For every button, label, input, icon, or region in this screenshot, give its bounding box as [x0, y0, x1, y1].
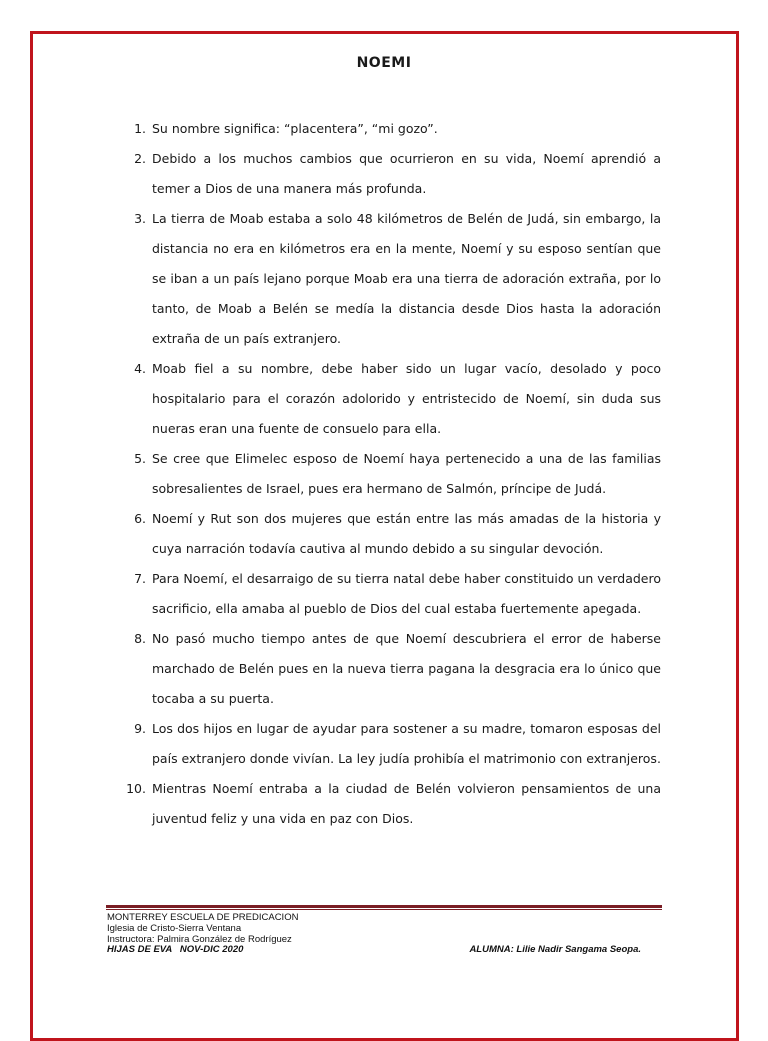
item-number: 9.	[134, 721, 146, 736]
item-text: Noemí y Rut son dos mujeres que están entre las más amadas de la historia y cuya narración todavía cautiva al mundo debido a su singular devoción.	[152, 511, 661, 556]
list-item	[122, 504, 661, 564]
footer-instructor: Instructora: Palmira González de Rodríguez	[107, 933, 292, 945]
item-text: No pasó mucho tiempo antes de que Noemí descubriera el error de haberse marchado de Belén pues en la nueva tierra pagana la desgracia era lo único que tocaba a su puerta.	[152, 631, 661, 706]
footer-course-row	[107, 945, 667, 956]
numbered-list	[122, 114, 661, 834]
footer-church: Iglesia de Cristo-Sierra Ventana	[107, 922, 242, 934]
list-item	[122, 774, 661, 834]
item-number: 10.	[126, 781, 146, 796]
list-item	[122, 204, 661, 354]
item-text: Para Noemí, el desarraigo de su tierra natal debe haber constituido un verdadero sacrificio, ella amaba al pueblo de Dios del cual estaba fuertemente apegada.	[152, 571, 662, 616]
list-item	[122, 354, 661, 444]
list-item	[122, 564, 661, 624]
item-text: Se cree que Elimelec esposo de Noemí haya pertenecido a una de las familias sobresalientes de Israel, pues era hermano de Salmón, príncipe de Judá.	[152, 451, 661, 496]
list-item	[122, 144, 661, 204]
item-number: 8.	[134, 631, 146, 646]
footer-course: HIJAS DE EVA NOV-DIC 2020	[107, 944, 244, 956]
item-number: 4.	[134, 361, 146, 376]
footer-student: ALUMNA: Lilie Nadir Sangama Seopa.	[469, 944, 641, 956]
item-text: Debido a los muchos cambios que ocurrieron en su vida, Noemí aprendió a temer a Dios de una manera más profunda.	[152, 151, 661, 196]
item-number: 2.	[134, 151, 146, 166]
list-item	[122, 114, 661, 144]
item-number: 3.	[134, 211, 146, 226]
list-item	[122, 624, 661, 714]
item-text: Moab fiel a su nombre, debe haber sido un lugar vacío, desolado y poco hospitalario para el corazón adolorido y entristecido de Noemí, sin duda sus nueras eran una fuente de consuelo para ella.	[152, 361, 661, 436]
item-number: 7.	[134, 571, 146, 586]
item-text: Su nombre significa: “placentera”, “mi gozo”.	[152, 121, 438, 136]
document-title: NOEMI	[356, 55, 412, 71]
list-item	[122, 714, 661, 774]
item-text: Mientras Noemí entraba a la ciudad de Belén volvieron pensamientos de una juventud feliz y una vida en paz con Dios.	[152, 781, 661, 826]
item-number: 5.	[134, 451, 146, 466]
item-number: 1.	[134, 121, 146, 136]
item-text: La tierra de Moab estaba a solo 48 kilómetros de Belén de Judá, sin embargo, la distancia no era en kilómetros era en la mente, Noemí y su esposo sentían que se iban a un país lejano porque Moab era una tierra de adoración extraña, por lo tanto, de Moab a Belén se medía la distancia desde Dios hasta la adoración extraña de un país extranjero.	[152, 211, 661, 346]
list-item	[122, 444, 661, 504]
item-number: 6.	[134, 511, 146, 526]
footer-school: MONTERREY ESCUELA DE PREDICACION	[107, 912, 299, 923]
footer-divider	[106, 905, 662, 910]
item-text: Los dos hijos en lugar de ayudar para sostener a su madre, tomaron esposas del país extranjero donde vivían. La ley judía prohibía el matrimonio con extranjeros.	[152, 721, 661, 766]
page-footer	[107, 913, 667, 956]
